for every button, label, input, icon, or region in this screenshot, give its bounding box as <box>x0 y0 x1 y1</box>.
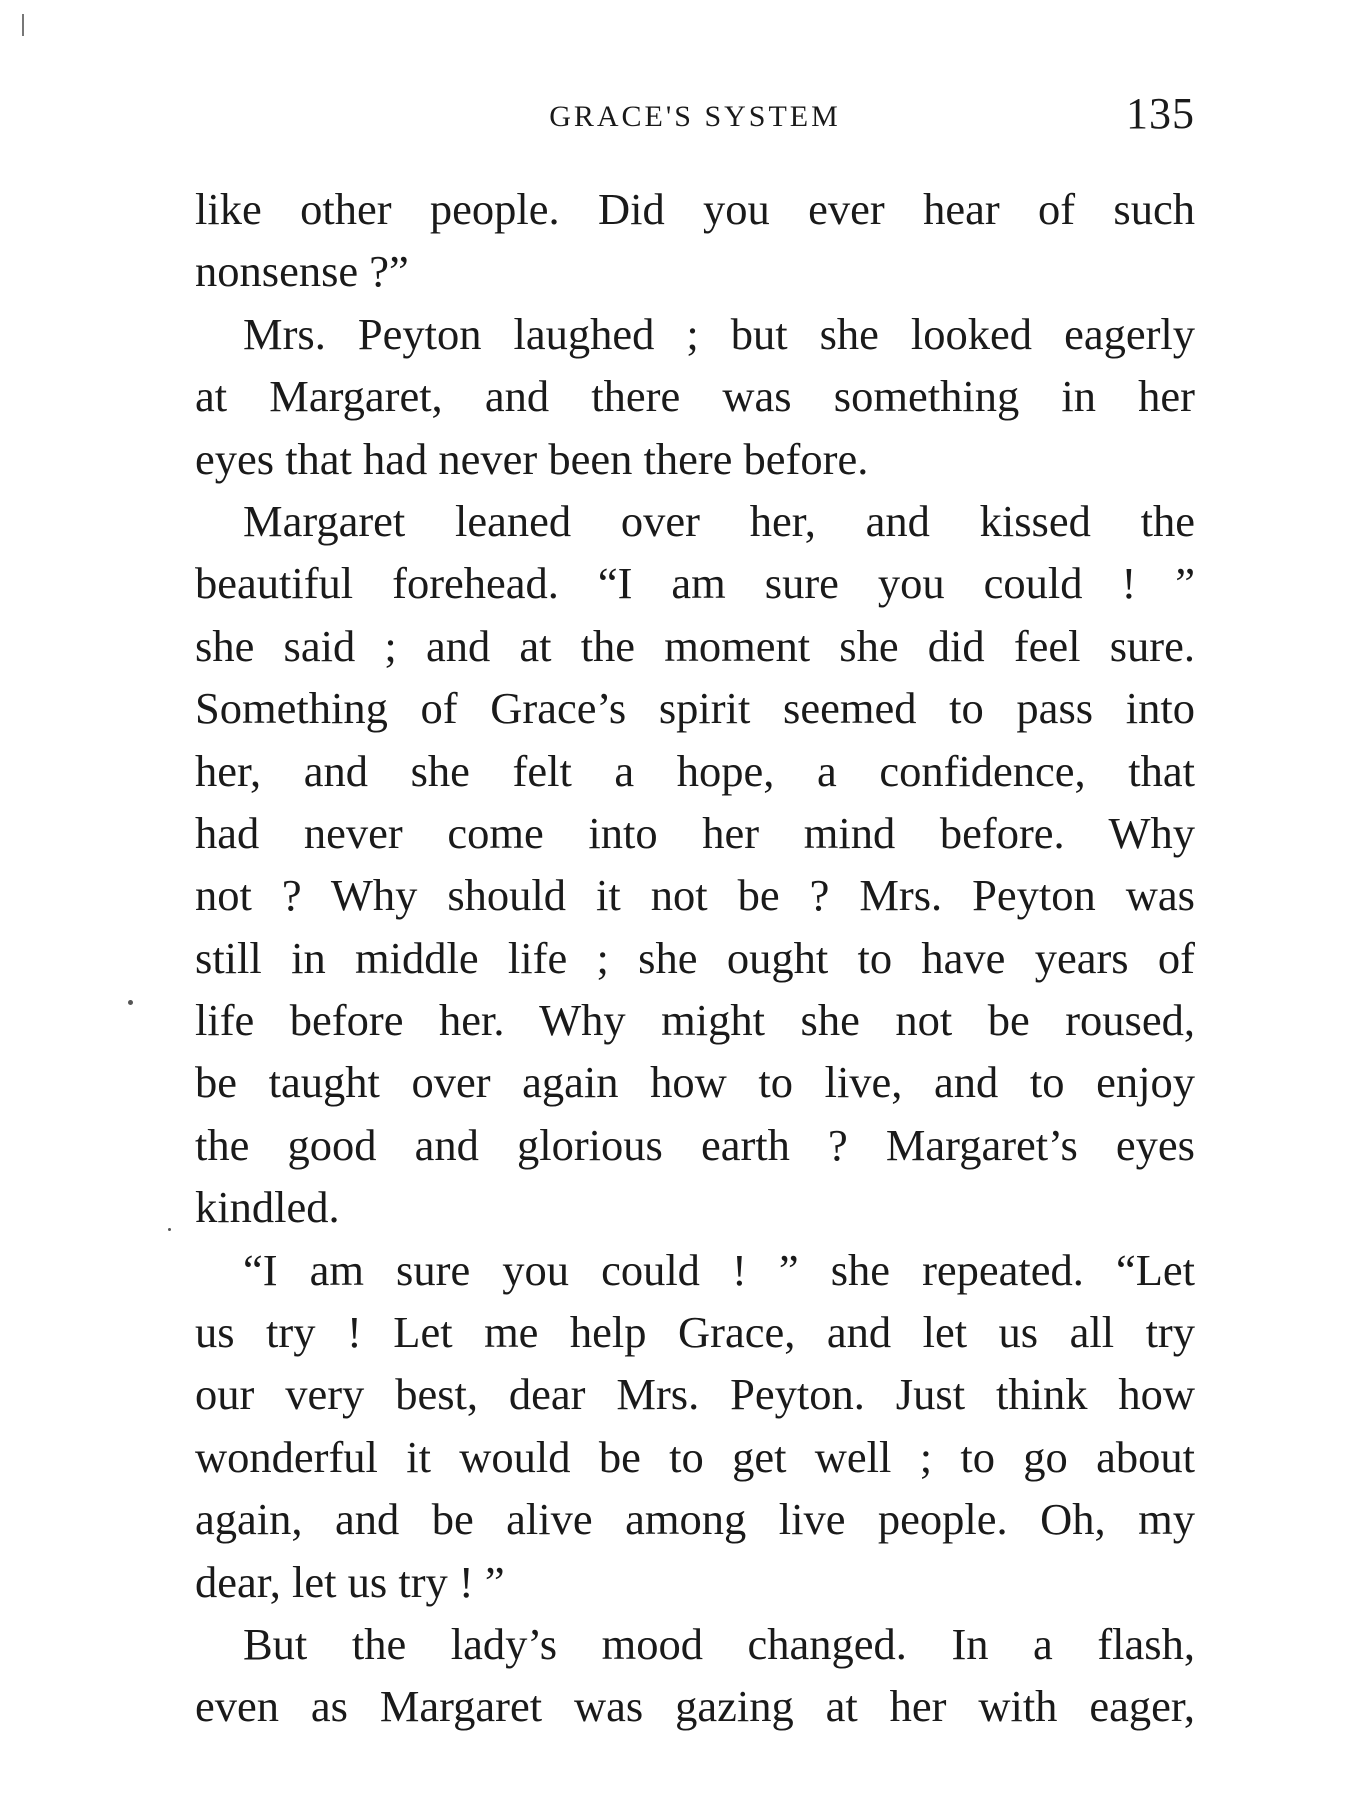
text-line: dear, let us try ! ” <box>195 1556 505 1607</box>
text-line: be taught over again how to live, and to enjoy <box>195 1057 1195 1108</box>
text-line: Something of Grace’s spirit seemed to pass into <box>195 683 1195 734</box>
text-line: Mrs. Peyton laughed ; but she looked eagerly <box>243 308 1195 359</box>
text-line: our very best, dear Mrs. Peyton. Just think how <box>195 1369 1195 1420</box>
text-line: life before her. Why might she not be roused, <box>195 995 1195 1046</box>
body-text <box>195 178 1195 1738</box>
text-line: even as Margaret was gazing at her with eager, <box>195 1681 1195 1732</box>
text-line: us try ! Let me help Grace, and let us all try <box>195 1307 1195 1358</box>
print-speck <box>168 1228 171 1231</box>
text-line: the good and glorious earth ? Margaret’s eyes <box>195 1119 1195 1170</box>
text-line: had never come into her mind before. Why <box>195 807 1195 858</box>
text-line: again, and be alive among live people. Oh, my <box>195 1494 1195 1545</box>
text-line: nonsense ?” <box>195 246 409 297</box>
running-head <box>195 88 1195 148</box>
text-line: “I am sure you could ! ” she repeated. “Let <box>243 1244 1195 1295</box>
text-line: Margaret leaned over her, and kissed the <box>243 495 1195 546</box>
text-line: at Margaret, and there was something in her <box>195 371 1195 422</box>
text-line: not ? Why should it not be ? Mrs. Peyton was <box>195 870 1195 921</box>
text-line: wonderful it would be to get well ; to go about <box>195 1431 1195 1482</box>
print-speck <box>128 1000 133 1005</box>
scan-edge-mark <box>22 14 24 36</box>
text-line: she said ; and at the moment she did feel sure. <box>195 620 1195 671</box>
running-title <box>195 100 1195 134</box>
text-line: eyes that had never been there before. <box>195 433 869 484</box>
text-line: like other people. Did you ever hear of such <box>195 184 1195 234</box>
text-line: beautiful forehead. “I am sure you could ! ” <box>195 558 1195 609</box>
text-line: kindled. <box>195 1182 340 1233</box>
text-line: still in middle life ; she ought to have years of <box>195 932 1195 983</box>
text-line: her, and she felt a hope, a confidence, that <box>195 745 1195 796</box>
running-title-text: GRACE'S SYSTEM <box>549 100 841 133</box>
page-number: 135 <box>1126 89 1195 138</box>
text-line: But the lady’s mood changed. In a flash, <box>243 1618 1195 1669</box>
